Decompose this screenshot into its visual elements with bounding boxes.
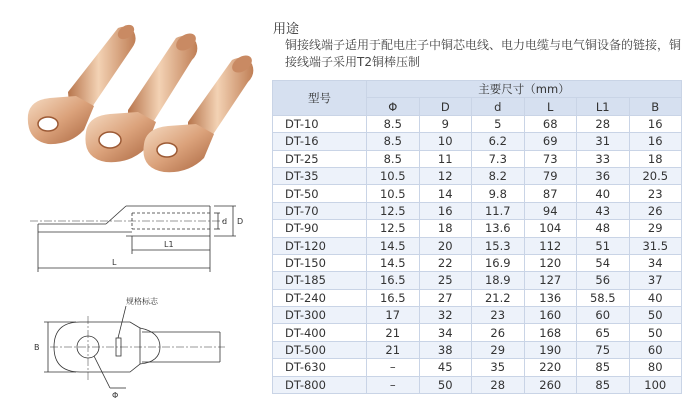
dimension-cell: 32 [419,307,472,324]
top-view-drawing [30,292,230,412]
dimension-cell: 136 [524,289,577,306]
label-d: d [222,217,228,226]
dimension-cell: 6.2 [472,133,525,150]
header-main-dimensions: 主要尺寸（mm） [367,81,682,98]
dimension-cell: 12.5 [367,202,420,219]
column-header: B [629,98,682,115]
table-row [273,220,682,237]
dimension-cell: 23 [472,307,525,324]
dimension-cell: 14.5 [367,237,420,254]
model-cell: DT-240 [273,289,367,306]
dimension-cell: 11 [419,150,472,167]
dimension-cell: 120 [524,254,577,271]
dimension-cell: 65 [577,324,630,341]
dimension-cell: 18 [419,220,472,237]
dimension-cell: 87 [524,185,577,202]
dimension-cell: 21 [367,324,420,341]
dimension-cell: 45 [419,359,472,376]
product-photo [10,20,260,180]
dimension-cell: 35 [472,359,525,376]
dimension-cell: 50 [629,324,682,341]
dimension-cell: 10.5 [367,167,420,184]
dimension-cell: 12.5 [367,220,420,237]
dimension-cell: 8.5 [367,115,420,132]
dimension-cell: 23 [629,185,682,202]
column-header: D [419,98,472,115]
dimension-cell: 26 [472,324,525,341]
dimension-cell: 20.5 [629,167,682,184]
table-row [273,202,682,219]
dimension-cell: 51 [577,237,630,254]
dimension-cell: 29 [472,341,525,358]
dimension-cell: 27 [419,289,472,306]
column-header: Φ [367,98,420,115]
dimension-cell: 10 [419,133,472,150]
dimension-cell: 31.5 [629,237,682,254]
dimension-cell: 15.3 [472,237,525,254]
table-row [273,185,682,202]
dimension-cell: 21 [367,341,420,358]
label-marking: 规格标志 [126,297,158,306]
model-cell: DT-500 [273,341,367,358]
table-row [273,237,682,254]
dimension-cell: 26 [629,202,682,219]
dimension-cell: 38 [419,341,472,358]
model-cell: DT-70 [273,202,367,219]
dimension-cell: 220 [524,359,577,376]
dimension-cell: 160 [524,307,577,324]
model-cell: DT-35 [273,167,367,184]
label-D: D [237,217,244,226]
model-cell: DT-90 [273,220,367,237]
dimension-cell: 18 [629,150,682,167]
dimension-cell: 60 [577,307,630,324]
dimension-cell: 8.2 [472,167,525,184]
dimension-cell: 85 [577,376,630,393]
dimension-cell: 112 [524,237,577,254]
table-row [273,133,682,150]
column-header: L1 [577,98,630,115]
dimension-cell: 28 [577,115,630,132]
dimension-cell: 16.5 [367,272,420,289]
dimension-cell: 37 [629,272,682,289]
table-row [273,341,682,358]
dimension-cell: 18.9 [472,272,525,289]
dimension-cell: 28 [472,376,525,393]
dimension-cell: 16 [419,202,472,219]
dimension-cell: 14.5 [367,254,420,271]
table-row [273,376,682,393]
model-cell: DT-185 [273,272,367,289]
table-row [273,272,682,289]
dimension-cell: 31 [577,133,630,150]
model-cell: DT-16 [273,133,367,150]
dimension-cell: 260 [524,376,577,393]
dimension-cell: 7.3 [472,150,525,167]
dimension-cell: 56 [577,272,630,289]
dimension-cell: 16.9 [472,254,525,271]
dimension-cell: 50 [629,307,682,324]
dimension-cell: 16 [629,115,682,132]
dimension-cell: 22 [419,254,472,271]
label-L: L [112,258,117,267]
dimension-cell: 25 [419,272,472,289]
dimension-cell: 168 [524,324,577,341]
table-row [273,150,682,167]
model-cell: DT-150 [273,254,367,271]
dimension-cell: 48 [577,220,630,237]
dimension-cell: 36 [577,167,630,184]
specification-table [272,80,682,394]
column-header: L [524,98,577,115]
dimension-cell: 80 [629,359,682,376]
dimension-cell: 190 [524,341,577,358]
dimension-cell: 11.7 [472,202,525,219]
dimension-cell: 58.5 [577,289,630,306]
dimension-cell: 94 [524,202,577,219]
label-L1: L1 [164,240,174,249]
model-cell: DT-630 [273,359,367,376]
model-cell: DT-400 [273,324,367,341]
model-cell: DT-800 [273,376,367,393]
dimension-cell: – [367,376,420,393]
table-row [273,289,682,306]
dimension-cell: 54 [577,254,630,271]
dimension-cell: 73 [524,150,577,167]
dimension-cell: 60 [629,341,682,358]
dimension-cell: 34 [629,254,682,271]
dimension-cell: 100 [629,376,682,393]
dimension-cell: 40 [629,289,682,306]
dimension-cell: 12 [419,167,472,184]
dimension-cell: – [367,359,420,376]
dimension-cell: 29 [629,220,682,237]
dimension-cell: 5 [472,115,525,132]
dimension-cell: 68 [524,115,577,132]
label-B: B [34,343,40,352]
dimension-cell: 40 [577,185,630,202]
dimension-cell: 85 [577,359,630,376]
model-cell: DT-300 [273,307,367,324]
column-header: d [472,98,525,115]
table-row [273,115,682,132]
side-view-drawing [20,186,260,282]
dimension-cell: 50 [419,376,472,393]
dimension-cell: 16.5 [367,289,420,306]
table-row [273,324,682,341]
dimension-cell: 75 [577,341,630,358]
dimension-cell: 14 [419,185,472,202]
table-row [273,359,682,376]
dimension-cell: 127 [524,272,577,289]
table-row [273,307,682,324]
dimension-cell: 9.8 [472,185,525,202]
usage-title: 用途 [273,22,300,37]
dimension-cell: 20 [419,237,472,254]
model-cell: DT-25 [273,150,367,167]
model-cell: DT-50 [273,185,367,202]
dimension-cell: 104 [524,220,577,237]
header-model: 型号 [273,81,367,116]
dimension-cell: 8.5 [367,150,420,167]
model-cell: DT-10 [273,115,367,132]
table-row [273,167,682,184]
label-phi: Φ [112,391,119,400]
dimension-cell: 16 [629,133,682,150]
dimension-cell: 34 [419,324,472,341]
dimension-cell: 69 [524,133,577,150]
dimension-cell: 43 [577,202,630,219]
model-cell: DT-120 [273,237,367,254]
dimension-cell: 33 [577,150,630,167]
dimension-cell: 13.6 [472,220,525,237]
dimension-cell: 10.5 [367,185,420,202]
dimension-cell: 8.5 [367,133,420,150]
dimension-cell: 79 [524,167,577,184]
usage-description: 铜接线端子适用于配电庄子中铜芯电线、电力电缆与电气铜设备的链接，铜接线端子采用T2铜棒压制 [285,38,682,69]
dimension-cell: 17 [367,307,420,324]
dimension-cell: 9 [419,115,472,132]
table-row [273,254,682,271]
dimension-cell: 21.2 [472,289,525,306]
